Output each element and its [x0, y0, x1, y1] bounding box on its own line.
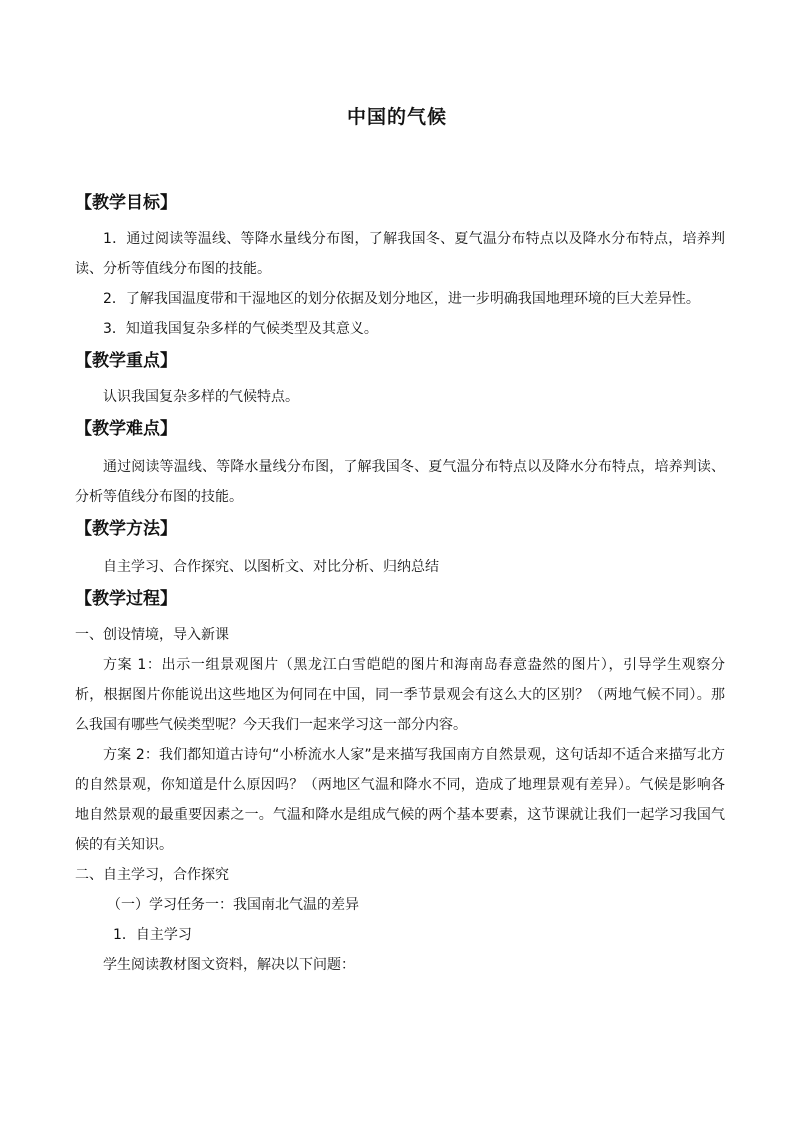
- process-task-1: （一）学习任务一：我国南北气温的差异: [107, 897, 359, 913]
- objective-item-1: 1．通过阅读等温线、等降水量线分布图，了解我国冬、夏气温分布特点以及降水分布特点，培养判读、分析等值线分布图的技能。: [75, 231, 725, 277]
- objective-item-2: 2．了解我国温度带和干湿地区的划分依据及划分地区，进一步明确我国地理环境的巨大差异性。: [103, 291, 700, 307]
- methods-text: 自主学习、合作探究、以图析文、对比分析、归纳总结: [103, 559, 439, 575]
- difficulties-heading: 【教学难点】: [75, 419, 177, 439]
- document-body: [75, 186, 725, 980]
- process-instruction: 学生阅读教材图文资料，解决以下问题：: [103, 957, 355, 973]
- process-plan-1: 方案 1：出示一组景观图片（黑龙江白雪皑皑的图片和海南岛春意盎然的图片），引导学生观察分析，根据图片你能说出这些地区为何同在中国，同一季节景观会有这么大的区别？（两地气候不同）。那么我国有哪些气候类型呢？今天我们一起来学习这一部分内容。: [75, 657, 725, 733]
- methods-heading: 【教学方法】: [75, 519, 177, 539]
- key-points-text: 认识我国复杂多样的气候特点。: [103, 389, 299, 405]
- process-heading: 【教学过程】: [75, 589, 177, 609]
- process-part2-title: 二、自主学习，合作探究: [75, 867, 229, 883]
- process-part1-title: 一、创设情境，导入新课: [75, 627, 229, 643]
- key-points-heading: 【教学重点】: [75, 351, 177, 371]
- process-plan-2: 方案 2：我们都知道古诗句“小桥流水人家”是来描写我国南方自然景观，这句话却不适合来描写北方的自然景观，你知道是什么原因吗？（两地区气温和降水不同，造成了地理景观有差异）。气候是影响各地自然景观的最重要因素之一。气温和降水是组成气候的两个基本要素，这节课就让我们一起学习我国气候的有关知识。: [75, 747, 725, 853]
- process-step-1: 1．自主学习: [113, 927, 192, 943]
- objectives-heading: 【教学目标】: [75, 193, 177, 213]
- document-title: 中国的气候: [346, 106, 447, 128]
- difficulties-text: 通过阅读等温线、等降水量线分布图，了解我国冬、夏气温分布特点以及降水分布特点，培养判读、分析等值线分布图的技能。: [75, 459, 725, 505]
- objective-item-3: 3．知道我国复杂多样的气候类型及其意义。: [103, 321, 378, 337]
